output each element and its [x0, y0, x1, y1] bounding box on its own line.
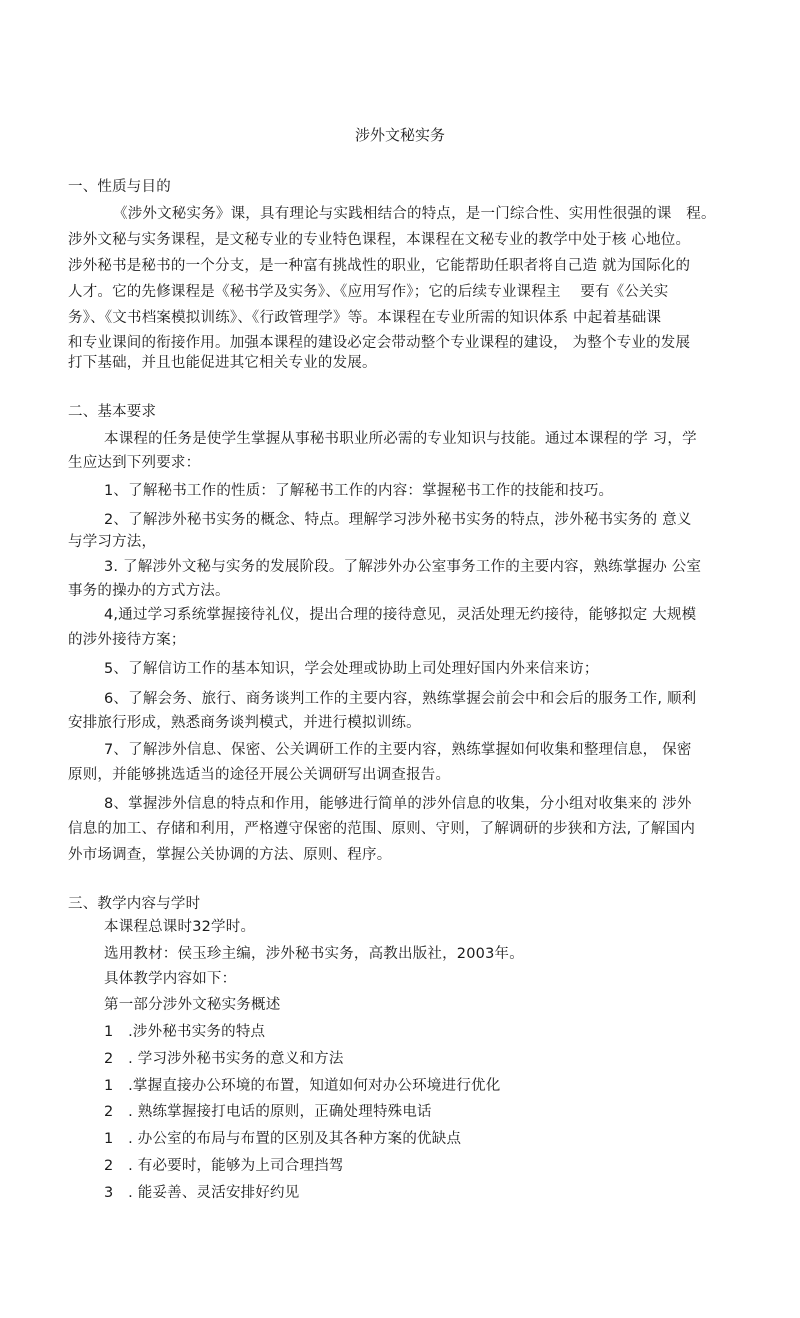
- requirement-item: 7、了解涉外信息、保密、公关调研工作的主要内容，熟练掌握如何收集和整理信息， 保密: [104, 742, 692, 758]
- list-item: 2 . 有必要时，能够为上司合理挡驾: [104, 1158, 344, 1174]
- section-heading-basic-requirements: 二、基本要求: [68, 404, 157, 420]
- list-item: 3 . 能妥善、灵活安排好约见: [104, 1185, 300, 1201]
- list-item: 1 .掌握直接办公环境的布置，知道如何对办公环境进行优化: [104, 1078, 501, 1094]
- requirement-item: 4,通过学习系统掌握接待礼仪，提出合理的接待意见，灵活处理无约接待，能够拟定 大规模: [104, 607, 697, 623]
- content-line: 选用教材：侯玉珍主编，涉外秘书实务，高教出版社，2003年。: [104, 946, 524, 962]
- paragraph-line: 人才。它的先修课程是《秘书学及实务》、《应用写作》；它的后续专业课程主 要有《公关实: [68, 284, 669, 300]
- paragraph-line: 事务的操办的方式方法。: [68, 583, 230, 599]
- content-line: 本课程总课时32学时。: [104, 919, 256, 935]
- content-line: 第一部分涉外文秘实务概述: [104, 997, 281, 1013]
- paragraph-line: 的涉外接待方案；: [68, 632, 186, 648]
- paragraph-line: 与学习方法，: [68, 534, 157, 550]
- paragraph-line: 原则，并能够挑选适当的途径开展公关调研写出调查报告。: [68, 767, 451, 783]
- paragraph-line: 本课程的任务是使学生掌握从事秘书职业所必需的专业知识与技能。通过本课程的学 习，学: [104, 431, 697, 447]
- paragraph-line: 生应达到下列要求：: [68, 455, 201, 471]
- section-heading-content-hours: 三、教学内容与学时: [68, 896, 201, 912]
- paragraph-line: 涉外秘书是秘书的一个分支，是一种富有挑战性的职业，它能帮助任职者将自己造 就为国际化的: [68, 258, 691, 274]
- requirement-item: 8、掌握涉外信息的特点和作用，能够进行简单的涉外信息的收集，分小组对收集来的 涉外: [104, 796, 692, 812]
- list-item: 2 . 熟练掌握接打电话的原则，正确处理特殊电话: [104, 1104, 432, 1120]
- content-line: 具体教学内容如下：: [104, 971, 237, 987]
- paragraph-line: 涉外文秘与实务课程，是文秘专业的专业特色课程，本课程在文秘专业的教学中处于核 心地位。: [68, 232, 691, 248]
- requirement-item: 1、了解秘书工作的性质：了解秘书工作的内容：掌握秘书工作的技能和技巧。: [104, 483, 614, 499]
- list-item: 2 . 学习涉外秘书实务的意义和方法: [104, 1051, 344, 1067]
- section-heading-nature-purpose: 一、性质与目的: [68, 179, 171, 195]
- requirement-item: 6、了解会务、旅行、商务谈判工作的主要内容，熟练掌握会前会中和会后的服务工作, 顺利: [104, 691, 697, 707]
- paragraph-line: 安排旅行形成，熟悉商务谈判模式，并进行模拟训练。: [68, 715, 421, 731]
- list-item: 1 . 办公室的布局与布置的区别及其各种方案的优缺点: [104, 1131, 462, 1147]
- list-item: 1 .涉外秘书实务的特点: [104, 1024, 266, 1040]
- requirement-item: 3. 了解涉外文秘与实务的发展阶段。了解涉外办公室事务工作的主要内容，熟练掌握办 公室: [104, 559, 702, 575]
- paragraph-line: 务》、《文书档案模拟训练》、《行政管理学》等。本课程在专业所需的知识体系 中起着基础课: [68, 310, 662, 326]
- paragraph-line: 信息的加工、存储和利用，严格遵守保密的范围、原则、守则，了解调研的步狭和方法, 了解国内: [68, 821, 696, 837]
- paragraph-line: 外市场调查，掌握公关协调的方法、原则、程序。: [68, 847, 392, 863]
- requirement-item: 5、了解信访工作的基本知识，学会处理或协助上司处理好国内外来信来访；: [104, 661, 599, 677]
- paragraph-line: 打下基础，并且也能促进其它相关专业的发展。: [68, 355, 377, 371]
- document-title: 涉外文秘实务: [354, 126, 445, 144]
- paragraph-line: 和专业课间的衔接作用。加强本课程的建设必定会带动整个专业课程的建设， 为整个专业的发展: [68, 335, 691, 351]
- paragraph-line: 《涉外文秘实务》课，具有理论与实践相结合的特点，是一门综合性、实用性很强的课 程。: [113, 206, 716, 222]
- requirement-item: 2、了解涉外秘书实务的概念、特点。理解学习涉外秘书实务的特点，涉外秘书实务的 意义: [104, 512, 692, 528]
